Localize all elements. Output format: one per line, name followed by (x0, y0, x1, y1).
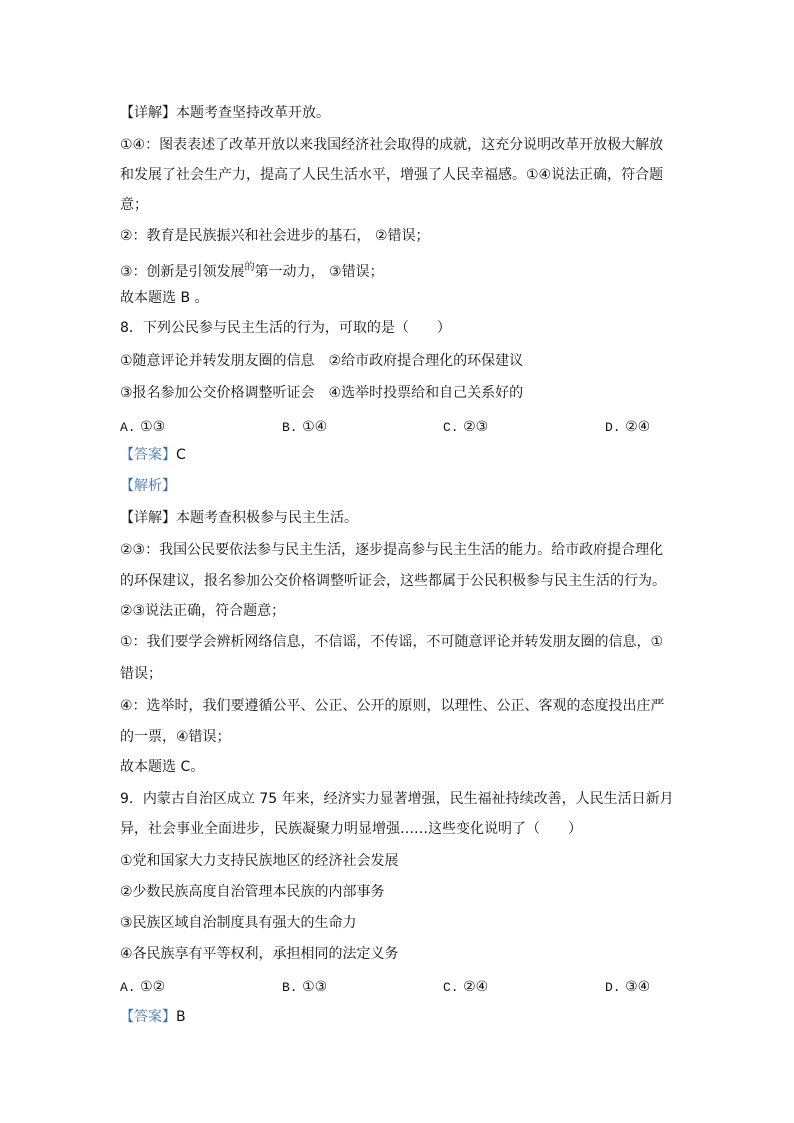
text-line (120, 633, 663, 651)
line-text: ①：我们要学会辨析网络信息，不信谣，不传谣，不可随意评论并转发朋友圈的信息，① (120, 634, 664, 650)
text-line (120, 572, 666, 590)
text-line (120, 728, 231, 746)
text-line (120, 259, 384, 281)
line-text: ②③：我国公民要依法参与民主生活，逐步提高参与民主生活的能力。给市政府提合理化 (120, 542, 664, 558)
line-text: 的环保建议，报名参加公交价格调整听证会，这些都属于公民积极参与民主生活的行为。 (120, 573, 666, 589)
text-line (120, 602, 285, 620)
line-text: ④：选举时，我们要遵循公平、公正、公开的原则，以理性、公正、客观的态度投出庄严 (120, 698, 665, 714)
option-value: ①④ (302, 419, 328, 435)
text-line (120, 136, 663, 154)
line-text: 故本题选 B 。 (120, 290, 209, 306)
answer-option (443, 978, 488, 997)
text-line (120, 820, 582, 838)
option-key: D. (605, 980, 621, 995)
option-key: B. (282, 420, 298, 435)
text-line (120, 790, 674, 808)
line-text: ②：教育是民族振兴和社会进步的基石， ②错误； (120, 228, 430, 244)
answer-option (605, 418, 650, 437)
line-text: ④各民族享有平等权利，承担相同的法定义务 (120, 946, 399, 962)
line-text: B (176, 1009, 186, 1025)
text-line (120, 914, 357, 932)
answer-option (282, 418, 327, 437)
option-value: ①③ (302, 979, 328, 995)
text-line (120, 477, 176, 495)
text-line (120, 852, 399, 870)
option-value: ②④ (625, 419, 651, 435)
option-value: ③④ (625, 979, 651, 995)
text-line (120, 384, 523, 402)
answer-option (443, 418, 488, 437)
blue-section-label: 【答案】 (120, 447, 176, 463)
text-line (120, 509, 358, 527)
superscript-text: 的 (244, 262, 255, 273)
line-text: 本题考查坚持改革开放。 (176, 105, 330, 121)
option-key: A. (120, 420, 136, 435)
text-line (120, 104, 330, 122)
line-text: ①党和国家大力支持民族地区的经济社会发展 (120, 853, 399, 869)
line-text: ②少数民族高度自治管理本民族的内部事务 (120, 884, 385, 900)
text-line (120, 446, 186, 464)
line-text: 和发展了社会生产力，提高了人民生活水平，增强了人民幸福感。①④说法正确，符合题 (120, 167, 664, 183)
line-text: ③：创新是引领发展 (120, 264, 245, 280)
answer-option (282, 978, 327, 997)
line-text: 8．下列公民参与民主生活的行为，可取的是（ ） (120, 320, 451, 336)
blue-section-label: 【解析】 (120, 478, 176, 494)
option-value: ①② (140, 979, 166, 995)
line-text: 的一票，④错误； (120, 729, 231, 745)
line-text: 故本题选 C。 (120, 759, 205, 775)
text-line (120, 352, 523, 370)
line-text: 9．内蒙古自治区成立 75 年来，经济实力显著增强，民生福祉持续改善，人民生活日新月 (120, 791, 674, 807)
line-text: 异，社会事业全面进步，民族凝聚力明显增强……这些变化说明了（ ） (120, 821, 582, 837)
section-label: 【详解】 (120, 105, 176, 121)
line-text: ②③说法正确，符合题意； (120, 603, 286, 619)
line-text: 意； (120, 197, 148, 213)
option-value: ①③ (140, 419, 166, 435)
text-line (120, 665, 162, 683)
text-line (120, 883, 385, 901)
text-line (120, 541, 663, 559)
answer-option (120, 978, 165, 997)
option-value: ②④ (463, 979, 489, 995)
text-line (120, 697, 665, 715)
line-text: 本题考查积极参与民主生活。 (176, 510, 358, 526)
option-key: D. (605, 420, 621, 435)
text-line (120, 758, 204, 776)
text-line (120, 945, 399, 963)
option-key: B. (282, 980, 298, 995)
line-text: 第一动力， ③错误； (254, 264, 384, 280)
answer-option (120, 418, 165, 437)
line-text: 错误； (120, 666, 162, 682)
line-text: ①随意评论并转发朋友圈的信息 ②给市政府提合理化的环保建议 (120, 353, 524, 369)
text-line (120, 319, 451, 337)
line-text: ③民族区域自治制度具有强大的生命力 (120, 915, 357, 931)
text-line (120, 1008, 186, 1026)
answer-option (605, 978, 650, 997)
text-line (120, 227, 430, 245)
text-line (120, 289, 209, 307)
line-text: ③报名参加公交价格调整听证会 ④选举时投票给和自己关系好的 (120, 385, 524, 401)
line-text: ①④：图表表述了改革开放以来我国经济社会取得的成就，这充分说明改革开放极大解放 (120, 137, 664, 153)
section-label: 【详解】 (120, 510, 176, 526)
text-line (120, 166, 663, 184)
blue-section-label: 【答案】 (120, 1009, 176, 1025)
line-text: C (176, 447, 186, 463)
option-key: C. (443, 980, 459, 995)
option-key: A. (120, 980, 136, 995)
option-value: ②③ (463, 419, 489, 435)
option-key: C. (443, 420, 459, 435)
text-line (120, 196, 148, 214)
